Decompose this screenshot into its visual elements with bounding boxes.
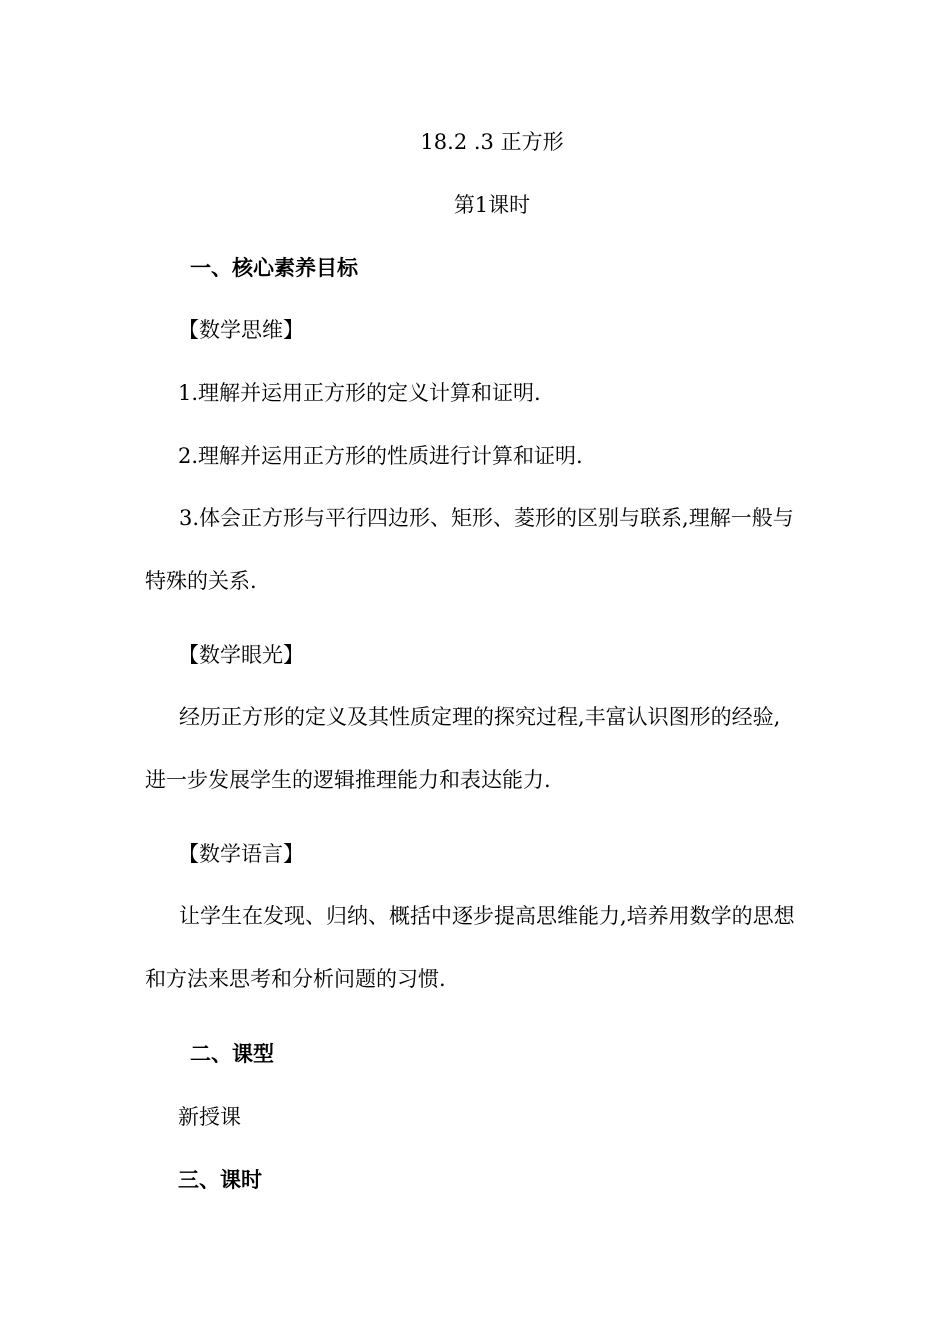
goal-item-1: 1.理解并运用正方形的定义计算和证明.: [178, 381, 541, 405]
group-label-vision: 【数学眼光】: [178, 643, 304, 667]
goal-item-2: 2.理解并运用正方形的性质进行计算和证明.: [178, 444, 583, 468]
section-heading-goals: 一、核心素养目标: [190, 256, 358, 280]
vision-paragraph: 经历正方形的定义及其性质定理的探究过程,丰富认识图形的经验,进一步发展学生的逻辑推理能力和表达能力.: [145, 705, 781, 792]
lesson-type-value: 新授课: [178, 1105, 241, 1129]
language-paragraph: 让学生在发现、归纳、概括中逐步提高思维能力,培养用数学的思想和方法来思考和分析问题的习惯.: [145, 904, 795, 991]
goal-item-3: 3.体会正方形与平行四边形、矩形、菱形的区别与联系,理解一般与特殊的关系.: [145, 506, 794, 593]
group-label-thinking: 【数学思维】: [178, 318, 304, 342]
document-title: 18.2 .3 正方形: [420, 130, 564, 154]
document-subtitle: 第1课时: [453, 193, 531, 217]
group-label-language: 【数学语言】: [178, 842, 304, 866]
section-heading-lesson-type: 二、课型: [190, 1042, 274, 1066]
section-heading-periods: 三、课时: [178, 1168, 262, 1192]
